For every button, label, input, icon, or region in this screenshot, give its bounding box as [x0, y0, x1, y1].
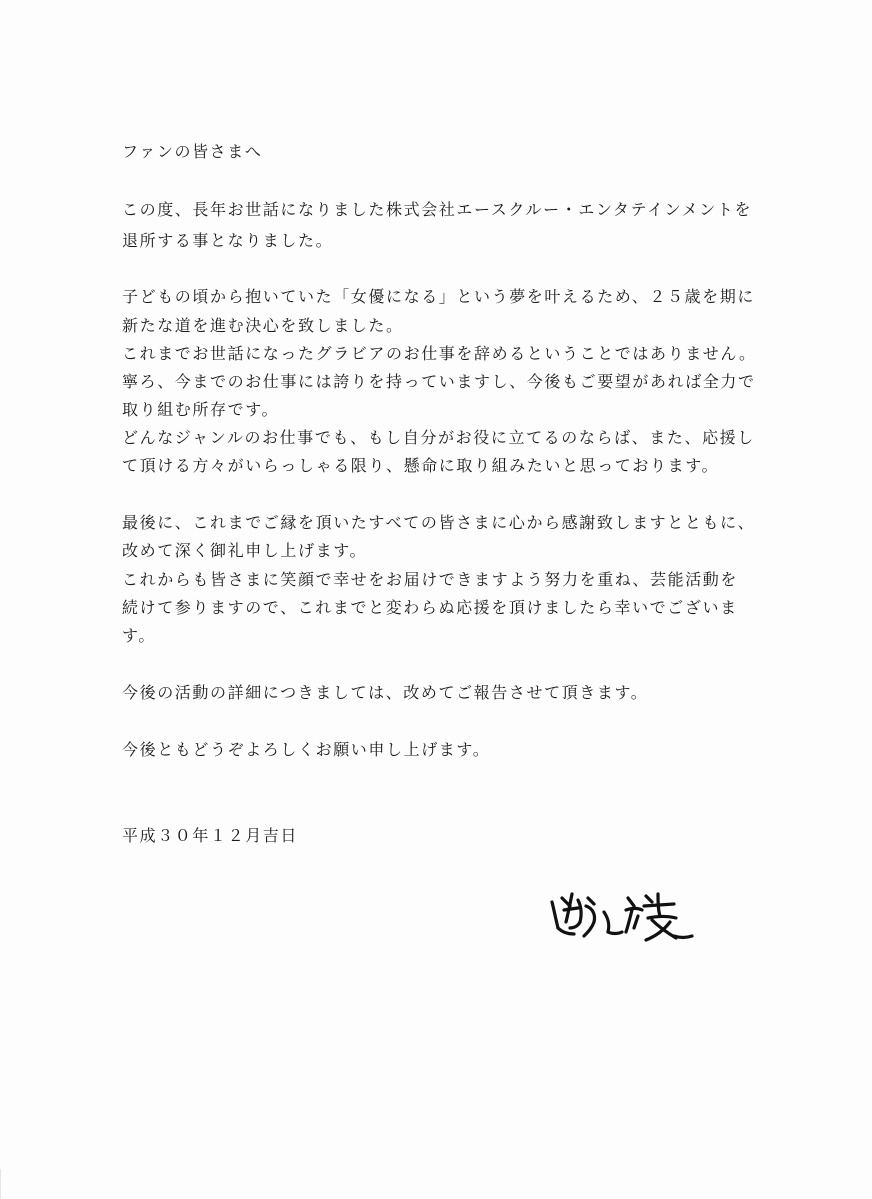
paragraph-2-line-5: 取り組む所存です。: [122, 400, 280, 419]
paragraph-2-line-2: 新たな道を進む決心を致しました。: [122, 316, 404, 335]
handwritten-signature: [548, 888, 696, 946]
paragraph-4: 今後の活動の詳細につきましては、改めてご報告させて頂きます。: [122, 683, 649, 702]
letter-date: 平成３０年１２月吉日: [122, 826, 299, 845]
paragraph-5: 今後ともどうぞよろしくお願い申し上げます。: [122, 740, 491, 759]
salutation: ファンの皆さまへ: [122, 142, 263, 161]
paragraph-3-line-1: 最後に、これまでご縁を頂いたすべての皆さまに心から感謝致しますとともに、: [122, 513, 756, 532]
scan-edge-mark: [0, 1169, 11, 1199]
paragraph-2-line-3: これまでお世話になったグラビアのお仕事を辞めるということではありません。: [122, 344, 757, 363]
paragraph-3-line-5: す。: [122, 626, 156, 645]
paragraph-2-line-7: て頂ける方々がいらっしゃる限り、懸命に取り組みたいと思っております。: [122, 456, 720, 475]
paragraph-3-line-3: これからも皆さまに笑顔で幸せをお届けできますよう努力を重ね、芸能活動を: [122, 570, 739, 589]
paragraph-2-line-1: 子どもの頃から抱いていた「女優になる」という夢を叶えるため、２５歳を期に: [122, 287, 755, 306]
paragraph-1-line-2: 退所する事となりました。: [122, 231, 334, 250]
paragraph-3-line-4: 続けて参りますので、これまでと変わらぬ応援を頂けましたら幸いでございま: [122, 598, 738, 617]
paragraph-1-line-1: この度、長年お世話になりました株式会社エースクルー・エンタテインメントを: [122, 200, 753, 219]
paragraph-3-line-2: 改めて深く御礼申し上げます。: [122, 541, 368, 560]
paragraph-2-line-4: 寧ろ、今までのお仕事には誇りを持っていますし、今後もご要望があれば全力で: [122, 372, 756, 391]
paragraph-2-line-6: どんなジャンルのお仕事でも、もし自分がお役に立てるのならば、また、応援し: [122, 428, 755, 447]
